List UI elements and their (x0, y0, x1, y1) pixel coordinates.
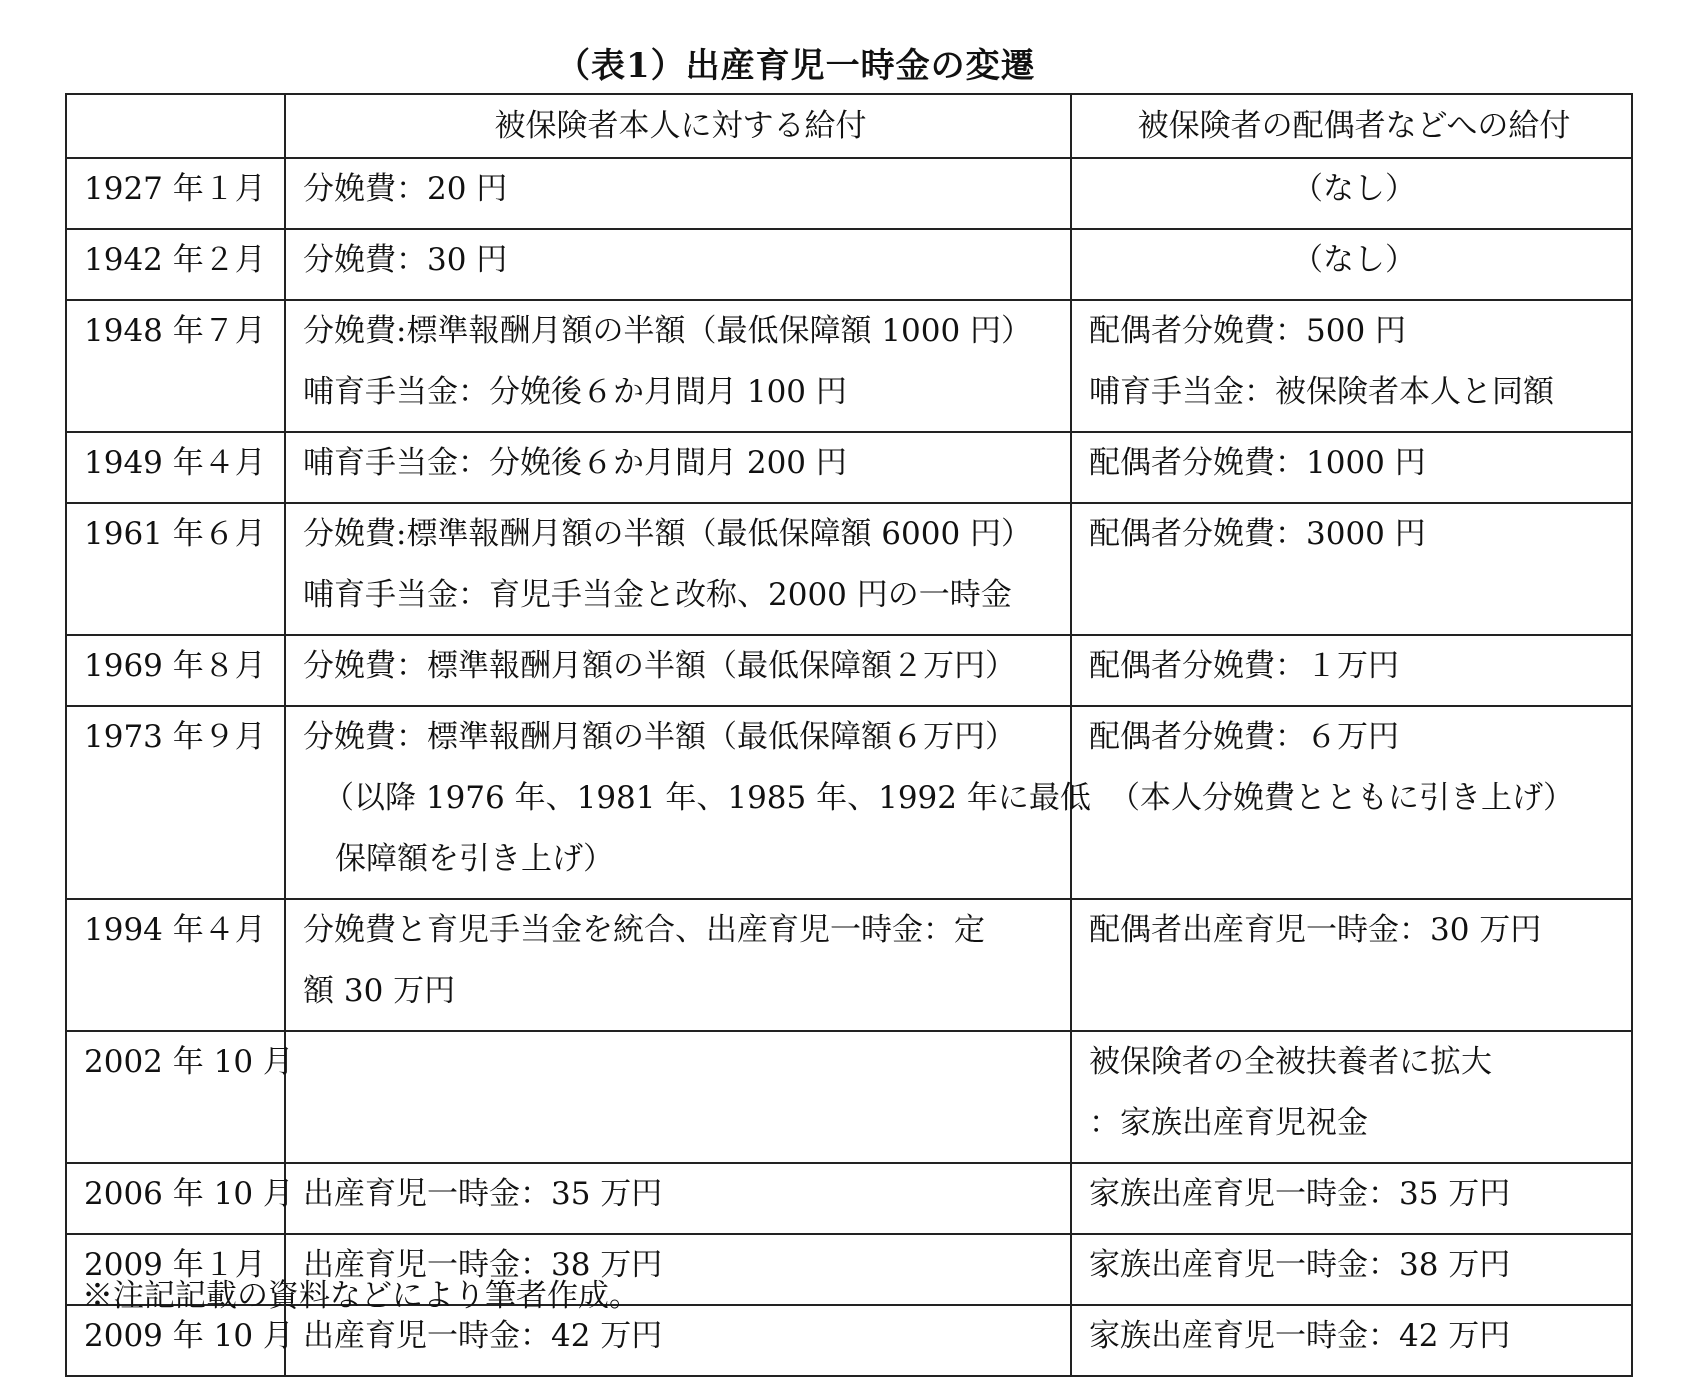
cell-line: （なし） (1292, 171, 1416, 207)
spouse-benefit-cell (1071, 899, 1632, 1031)
cell-line: 被保険者の全被扶養者に拡大 (1089, 1044, 1492, 1080)
header-cell-date (66, 94, 285, 158)
self-benefit-cell (285, 635, 1071, 706)
date-cell: 1969 年８月 (66, 635, 285, 706)
cell-line: 配偶者分娩費：1000 円 (1089, 445, 1426, 481)
cell-line: 分娩費：標準報酬月額の半額（最低保障額２万円） (303, 648, 1016, 684)
cell-line: 家族出産育児一時金：42 万円 (1089, 1318, 1511, 1354)
cell-line: 分娩費と育児手当金を統合、出産育児一時金：定 (303, 912, 985, 948)
spouse-benefit-cell (1071, 432, 1632, 503)
cell-line: （以降 1976 年、1981 年、1985 年、1992 年に最低 (323, 780, 1091, 816)
benefit-history-table (65, 93, 1633, 1377)
table-row (66, 1031, 1632, 1163)
cell-line: 配偶者出産育児一時金：30 万円 (1089, 912, 1542, 948)
cell-line: 分娩費：20 円 (303, 171, 508, 207)
table-row (66, 158, 1632, 229)
spouse-benefit-cell (1071, 706, 1632, 899)
date-cell: 2002 年 10 月 (66, 1031, 285, 1163)
cell-line: 分娩費：30 円 (303, 242, 508, 278)
spouse-benefit-cell (1071, 300, 1632, 432)
cell-line: 哺育手当金：分娩後６か月間月 200 円 (303, 445, 847, 481)
cell-line: 出産育児一時金：38 万円 (303, 1247, 663, 1283)
table-title: （表1）出産育児一時金の変遷 (556, 46, 1036, 86)
date-cell: 2006 年 10 月 (66, 1163, 285, 1234)
table-row (66, 503, 1632, 635)
cell-line: 出産育児一時金：42 万円 (303, 1318, 663, 1354)
self-benefit-cell (285, 300, 1071, 432)
cell-line: 哺育手当金：分娩後６か月間月 100 円 (303, 374, 847, 410)
table-row (66, 229, 1632, 300)
header-cell-self: 被保険者本人に対する給付 (285, 94, 1071, 158)
date-cell: 1927 年１月 (66, 158, 285, 229)
cell-line: 配偶者分娩費：3000 円 (1089, 516, 1426, 552)
spouse-benefit-cell (1071, 1234, 1632, 1305)
header-cell-spouse: 被保険者の配偶者などへの給付 (1071, 94, 1632, 158)
self-benefit-cell (285, 899, 1071, 1031)
date-cell: 1973 年９月 (66, 706, 285, 899)
table-row (66, 899, 1632, 1031)
spouse-benefit-cell (1071, 229, 1632, 300)
cell-line: （本人分娩費とともに引き上げ） (1109, 780, 1574, 816)
spouse-benefit-cell (1071, 1305, 1632, 1376)
cell-line: 配偶者分娩費：６万円 (1089, 719, 1399, 755)
self-benefit-cell (285, 432, 1071, 503)
cell-line: 分娩費：標準報酬月額の半額（最低保障額６万円） (303, 719, 1016, 755)
table-row (66, 300, 1632, 432)
table-row (66, 635, 1632, 706)
source-note: ※注記記載の資料などにより筆者作成。 (82, 1278, 640, 1314)
date-cell: 1961 年６月 (66, 503, 285, 635)
self-benefit-cell (285, 1305, 1071, 1376)
date-cell: 1994 年４月 (66, 899, 285, 1031)
self-benefit-cell (285, 1163, 1071, 1234)
cell-line: 家族出産育児一時金：35 万円 (1089, 1176, 1511, 1212)
date-cell: 2009 年 10 月 (66, 1305, 285, 1376)
date-cell: 1949 年４月 (66, 432, 285, 503)
cell-line: 配偶者分娩費：１万円 (1089, 648, 1399, 684)
cell-line: 出産育児一時金：35 万円 (303, 1176, 663, 1212)
cell-line: 分娩費:標準報酬月額の半額（最低保障額 1000 円） (303, 313, 1033, 349)
self-benefit-cell (285, 1031, 1071, 1163)
self-benefit-cell (285, 706, 1091, 899)
date-cell: 1942 年２月 (66, 229, 285, 300)
self-benefit-cell (285, 158, 1071, 229)
cell-line: 分娩費:標準報酬月額の半額（最低保障額 6000 円） (303, 516, 1033, 552)
spouse-benefit-cell (1071, 503, 1632, 635)
spouse-benefit-cell (1071, 158, 1632, 229)
table-row (66, 432, 1632, 503)
cell-line: 額 30 万円 (303, 973, 456, 1009)
table-row (66, 706, 1632, 899)
date-cell: 2009 年１月 (66, 1234, 285, 1305)
spouse-benefit-cell (1071, 1163, 1632, 1234)
table-row (66, 1305, 1632, 1376)
self-benefit-cell (285, 229, 1071, 300)
cell-line: 配偶者分娩費：500 円 (1089, 313, 1407, 349)
self-benefit-cell (285, 503, 1071, 635)
date-cell: 1948 年７月 (66, 300, 285, 432)
cell-line: 家族出産育児一時金：38 万円 (1089, 1247, 1511, 1283)
table-header-row (66, 94, 1632, 158)
cell-line: 哺育手当金：被保険者本人と同額 (1089, 374, 1554, 410)
cell-line: （なし） (1292, 242, 1416, 278)
cell-line: 哺育手当金：育児手当金と改称、2000 円の一時金 (303, 577, 1012, 613)
table-row (66, 1163, 1632, 1234)
spouse-benefit-cell (1071, 635, 1632, 706)
spouse-benefit-cell (1071, 1031, 1632, 1163)
cell-line: 保障額を引き上げ） (335, 841, 614, 877)
cell-line: ：家族出産育児祝金 (1089, 1105, 1368, 1141)
